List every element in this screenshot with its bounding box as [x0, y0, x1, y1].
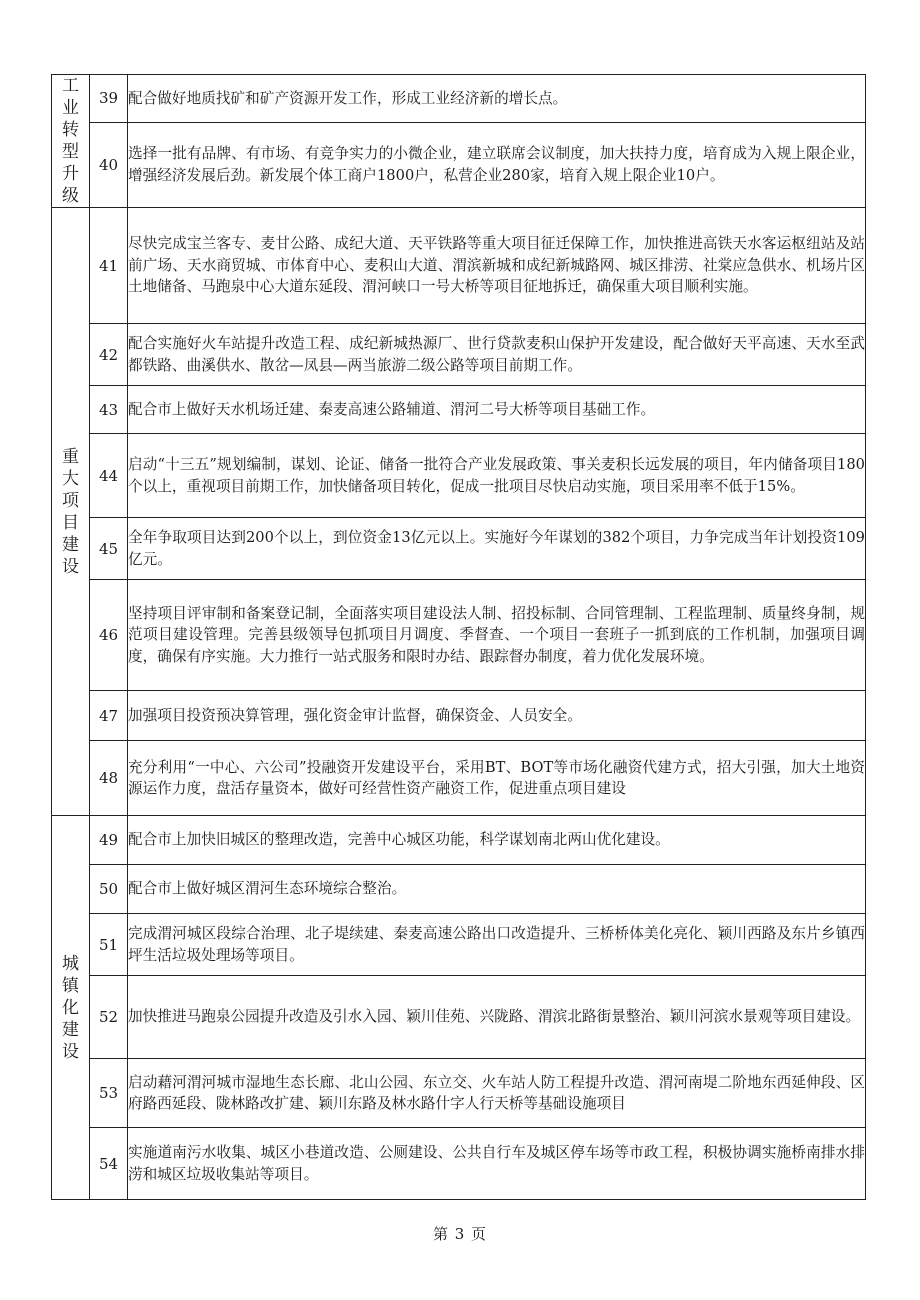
row-content: 尽快完成宝兰客专、麦甘公路、成纪大道、天平铁路等重大项目征迁保障工作，加快推进高铁天水客运枢纽站及站前广场、天水商贸城、市体育中心、麦积山大道、渭滨新城和成纪新城路网、城区排涝、社棠应急供水、机场片区土地储备、马跑泉中心大道东延段、渭河峡口一号大桥等项目征地拆迁，确保重大项目顺利实施。 — [128, 208, 866, 324]
row-number: 45 — [90, 518, 128, 580]
row-content: 配合市上加快旧城区的整理改造，完善中心城区功能，科学谋划南北两山优化建设。 — [128, 816, 866, 865]
row-number: 51 — [90, 914, 128, 976]
table-row — [52, 518, 866, 580]
row-content: 配合实施好火车站提升改造工程、成纪新城热源厂、世行贷款麦积山保护开发建设，配合做好天平高速、天水至武都铁路、曲溪供水、散岔—凤县—两当旅游二级公路等项目前期工作。 — [128, 324, 866, 386]
category-cell-urban: 城镇化建设 — [52, 816, 90, 1200]
page-footer: 第 3 页 — [432, 1225, 488, 1243]
row-content: 全年争取项目达到200个以上，到位资金13亿元以上。实施好今年谋划的382个项目，力争完成当年计划投资109亿元。 — [128, 518, 866, 580]
row-content: 充分利用“一中心、六公司”投融资开发建设平台，采用BT、BOT等市场化融资代建方式，招大引强，加大土地资源运作力度，盘活存量资本，做好可经营性资产融资工作，促进重点项目建设 — [128, 741, 866, 816]
row-content: 实施道南污水收集、城区小巷道改造、公厕建设、公共自行车及城区停车场等市政工程，积极协调实施桥南排水排涝和城区垃圾收集站等项目。 — [128, 1128, 866, 1200]
table-row — [52, 1128, 866, 1200]
task-table — [51, 74, 866, 1200]
row-number: 43 — [90, 386, 128, 434]
category-cell-industry: 工业转型升级 — [52, 75, 90, 208]
row-content: 坚持项目评审制和备案登记制，全面落实项目建设法人制、招投标制、合同管理制、工程监理制、质量终身制，规范项目建设管理。完善县级领导包抓项目月调度、季督查、一个项目一套班子一抓到底的工作机制，加强项目调度，确保有序实施。大力推行一站式服务和限时办结、跟踪督办制度，着力优化发展环境。 — [128, 580, 866, 691]
row-number: 44 — [90, 434, 128, 518]
row-number: 42 — [90, 324, 128, 386]
row-content: 配合市上做好天水机场迁建、秦麦高速公路辅道、渭河二号大桥等项目基础工作。 — [128, 386, 866, 434]
row-number: 49 — [90, 816, 128, 865]
table-row — [52, 816, 866, 865]
table-row — [52, 434, 866, 518]
row-content: 完成渭河城区段综合治理、北子堤续建、秦麦高速公路出口改造提升、三桥桥体美化亮化、颖川西路及东片乡镇西坪生活垃圾处理场等项目。 — [128, 914, 866, 976]
table-row — [52, 976, 866, 1059]
row-number: 52 — [90, 976, 128, 1059]
row-number: 47 — [90, 691, 128, 741]
row-content: 加强项目投资预决算管理，强化资金审计监督，确保资金、人员安全。 — [128, 691, 866, 741]
table-row — [52, 324, 866, 386]
row-content: 选择一批有品牌、有市场、有竞争实力的小微企业，建立联席会议制度，加大扶持力度，培育成为入规上限企业，增强经济发展后劲。新发展个体工商户1800户，私营企业280家，培育入规上限企业10户。 — [128, 122, 866, 207]
row-content: 加快推进马跑泉公园提升改造及引水入园、颖川佳苑、兴陇路、渭滨北路街景整治、颖川河滨水景观等项目建设。 — [128, 976, 866, 1059]
table-row — [52, 691, 866, 741]
row-number: 39 — [90, 75, 128, 123]
table-row — [52, 580, 866, 691]
row-number: 54 — [90, 1128, 128, 1200]
row-content: 启动“十三五”规划编制，谋划、论证、储备一批符合产业发展政策、事关麦积长远发展的项目，年内储备项目180个以上，重视项目前期工作，加快储备项目转化，促成一批项目尽快启动实施，项目采用率不低于15%。 — [128, 434, 866, 518]
table-row — [52, 1059, 866, 1128]
row-content: 配合做好地质找矿和矿产资源开发工作，形成工业经济新的增长点。 — [128, 75, 866, 123]
row-number: 53 — [90, 1059, 128, 1128]
table-row — [52, 386, 866, 434]
table-row — [52, 122, 866, 207]
table-row — [52, 865, 866, 914]
table-row — [52, 914, 866, 976]
row-number: 50 — [90, 865, 128, 914]
table-row — [52, 75, 866, 123]
row-number: 41 — [90, 208, 128, 324]
row-content: 配合市上做好城区渭河生态环境综合整治。 — [128, 865, 866, 914]
row-number: 46 — [90, 580, 128, 691]
row-number: 48 — [90, 741, 128, 816]
table-row — [52, 208, 866, 324]
row-number: 40 — [90, 122, 128, 207]
row-content: 启动藉河渭河城市湿地生态长廊、北山公园、东立交、火车站人防工程提升改造、渭河南堤二阶地东西延伸段、区府路西延段、陇林路改扩建、颖川东路及林水路什字人行天桥等基础设施项目 — [128, 1059, 866, 1128]
category-cell-projects: 重大项目建设 — [52, 208, 90, 816]
table-row — [52, 741, 866, 816]
